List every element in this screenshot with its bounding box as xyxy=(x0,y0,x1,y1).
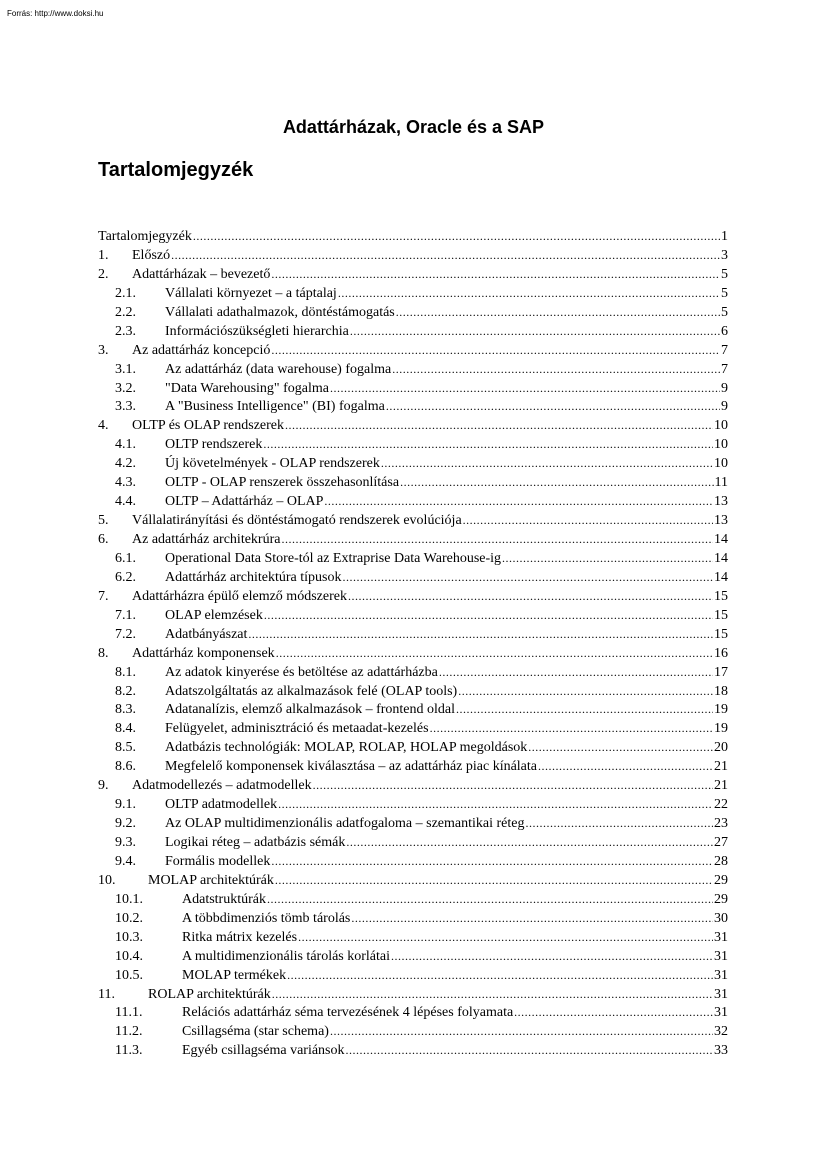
toc-dot-leader xyxy=(391,947,713,966)
toc-entry-number: 7.2. xyxy=(115,626,136,642)
toc-entry-number: 8.4. xyxy=(115,721,136,737)
toc-entry[interactable] xyxy=(98,682,728,701)
toc-entry[interactable] xyxy=(98,284,728,303)
toc-entry-number: 3.1. xyxy=(115,361,136,377)
toc-entry-number: 8.1. xyxy=(115,664,136,680)
toc-entry[interactable] xyxy=(98,227,728,246)
toc-dot-leader xyxy=(281,530,713,549)
toc-entry-page: 28 xyxy=(714,853,728,869)
toc-dot-leader xyxy=(351,909,713,928)
toc-dot-leader xyxy=(276,644,713,663)
toc-entry-number: 2. xyxy=(98,266,109,282)
toc-entry[interactable] xyxy=(98,435,728,454)
toc-entry-label: OLTP és OLAP rendszerek xyxy=(132,418,285,434)
toc-entry-number: 10. xyxy=(98,872,116,888)
toc-entry[interactable] xyxy=(98,416,728,435)
toc-entry[interactable] xyxy=(98,492,728,511)
toc-entry-page: 19 xyxy=(714,702,728,718)
toc-entry-page: 13 xyxy=(714,494,728,510)
toc-entry-number: 4. xyxy=(98,418,109,434)
toc-entry-label: Megfelelő komponensek kiválasztása – az adattárház piac kínálata xyxy=(165,759,537,775)
toc-entry-label: Adatbázis technológiák: MOLAP, ROLAP, HOLAP megoldások xyxy=(165,740,528,756)
toc-entry-number: 7.1. xyxy=(115,607,136,623)
toc-dot-leader xyxy=(502,549,713,568)
toc-entry[interactable] xyxy=(98,379,728,398)
toc-dot-leader xyxy=(456,700,713,719)
toc-dot-leader xyxy=(330,1022,713,1041)
toc-entry[interactable] xyxy=(98,1022,728,1041)
toc-entry[interactable] xyxy=(98,322,728,341)
toc-entry-page: 27 xyxy=(714,835,728,850)
toc-entry-page: 16 xyxy=(714,645,728,661)
toc-dot-leader xyxy=(285,416,713,435)
toc-entry-page: 18 xyxy=(714,683,728,699)
toc-entry[interactable] xyxy=(98,890,728,909)
toc-entry[interactable] xyxy=(98,473,728,492)
toc-entry-number: 3.3. xyxy=(115,399,136,415)
toc-entry-number: 10.1. xyxy=(115,891,143,907)
toc-entry-label: MOLAP architektúrák xyxy=(148,872,274,888)
toc-entry-page: 11 xyxy=(714,475,728,491)
toc-dot-leader xyxy=(271,852,713,871)
toc-dot-leader xyxy=(386,397,720,416)
toc-entry-label: OLTP rendszerek xyxy=(165,437,263,453)
toc-entry-label: Információszükségleti hierarchia xyxy=(165,323,349,339)
toc-dot-leader xyxy=(400,473,713,492)
toc-entry-page: 10 xyxy=(714,418,728,434)
toc-entry-label: Az adatok kinyerése és betöltése az adattárházba xyxy=(165,664,438,680)
toc-entry-page: 5 xyxy=(721,266,728,282)
toc-entry-number: 5. xyxy=(98,513,109,529)
toc-entry-number: 4.2. xyxy=(115,456,136,472)
toc-entry-label: ROLAP architektúrák xyxy=(148,986,271,1002)
toc-entry-page: 14 xyxy=(714,569,728,585)
toc-entry-label: Adatstruktúrák xyxy=(182,891,266,907)
toc-entry-label: Logikai réteg – adatbázis sémák xyxy=(165,835,346,850)
toc-entry-page: 32 xyxy=(714,1024,728,1040)
toc-entry-label: A "Business Intelligence" (BI) fogalma xyxy=(165,399,385,415)
toc-entry-label: Tartalomjegyzék xyxy=(98,229,192,244)
toc-dot-leader xyxy=(458,682,713,701)
toc-entry[interactable] xyxy=(98,852,728,871)
toc-dot-leader xyxy=(313,776,713,795)
toc-entry-number: 3. xyxy=(98,342,109,358)
toc-entry-label: Adattárház komponensek xyxy=(132,645,275,661)
toc-entry-number: 8.3. xyxy=(115,702,136,718)
toc-dot-leader xyxy=(248,625,713,644)
toc-entry-label: A többdimenziós tömb tárolás xyxy=(182,910,351,926)
toc-entry-label: Vállalati adathalmazok, döntéstámogatás xyxy=(165,304,395,320)
toc-entry-page: 10 xyxy=(714,456,728,472)
toc-entry-page: 10 xyxy=(714,437,728,453)
toc-entry-label: Ritka mátrix kezelés xyxy=(182,929,298,945)
toc-entry-label: Adatanalízis, elemző alkalmazások – frontend oldal xyxy=(165,702,456,718)
toc-entry-number: 2.1. xyxy=(115,285,136,301)
toc-entry-page: 31 xyxy=(714,967,728,983)
toc-entry-number: 9.3. xyxy=(115,835,136,850)
toc-entry-number: 8. xyxy=(98,645,109,661)
toc-entry-page: 6 xyxy=(721,323,728,339)
toc-entry[interactable] xyxy=(98,625,728,644)
toc-entry-number: 7. xyxy=(98,588,109,604)
toc-entry-page: 23 xyxy=(714,816,728,832)
toc-entry-number: 6.2. xyxy=(115,569,136,585)
toc-entry-number: 8.6. xyxy=(115,759,136,775)
toc-dot-leader xyxy=(346,833,713,852)
toc-entry-page: 29 xyxy=(714,872,728,888)
toc-entry-page: 21 xyxy=(714,759,728,775)
toc-entry-number: 10.4. xyxy=(115,948,143,964)
toc-dot-leader xyxy=(463,511,713,530)
toc-entry-page: 7 xyxy=(721,361,728,377)
toc-entry-number: 6. xyxy=(98,532,109,547)
toc-entry-page: 29 xyxy=(714,891,728,907)
toc-entry[interactable] xyxy=(98,757,728,776)
toc-dot-leader xyxy=(271,265,720,284)
toc-dot-leader xyxy=(350,322,720,341)
toc-dot-leader xyxy=(324,492,713,511)
toc-entry-number: 9.1. xyxy=(115,797,136,813)
toc-entry-label: Előszó xyxy=(132,247,171,263)
toc-entry-label: Vállalatirányítási és döntéstámogató rendszerek evolúciója xyxy=(132,513,462,529)
toc-entry[interactable] xyxy=(98,871,728,890)
toc-dot-leader xyxy=(330,379,720,398)
toc-entry-page: 7 xyxy=(721,342,728,358)
toc-entry-label: Operational Data Store-tól az Extraprise Data Warehouse-ig xyxy=(165,550,502,566)
toc-entry[interactable] xyxy=(98,360,728,379)
toc-entry-label: Adatmodellezés – adatmodellek xyxy=(132,778,312,794)
toc-entry[interactable] xyxy=(98,454,728,473)
toc-entry-page: 9 xyxy=(721,380,728,396)
toc-entry-page: 15 xyxy=(714,626,728,642)
toc-dot-leader xyxy=(342,568,713,587)
toc-entry-label: Relációs adattárház séma tervezésének 4 lépéses folyamata xyxy=(182,1005,514,1021)
toc-entry-label: Az adattárház (data warehouse) fogalma xyxy=(165,361,392,377)
toc-dot-leader xyxy=(392,360,720,379)
toc-dot-leader xyxy=(275,871,713,890)
toc-entry-label: "Data Warehousing" fogalma xyxy=(165,380,329,396)
toc-entry-number: 6.1. xyxy=(115,550,136,566)
table-of-contents xyxy=(98,227,728,1060)
toc-heading: Tartalomjegyzék xyxy=(98,159,254,181)
toc-entry-page: 14 xyxy=(714,550,728,566)
toc-entry-page: 3 xyxy=(721,247,728,263)
toc-entry-page: 21 xyxy=(714,778,728,794)
toc-entry[interactable] xyxy=(98,1003,728,1022)
toc-entry-label: Adattárházak – bevezető xyxy=(132,266,271,282)
toc-entry[interactable] xyxy=(98,511,728,530)
toc-entry-page: 17 xyxy=(714,664,728,680)
toc-entry-number: 10.5. xyxy=(115,967,143,983)
toc-dot-leader xyxy=(287,966,713,985)
toc-entry-number: 11. xyxy=(98,986,115,1002)
toc-entry-page: 15 xyxy=(714,607,728,623)
toc-entry-number: 3.2. xyxy=(115,380,136,396)
toc-dot-leader xyxy=(264,606,713,625)
toc-entry-number: 10.2. xyxy=(115,910,143,926)
toc-dot-leader xyxy=(430,719,713,738)
toc-entry-number: 10.3. xyxy=(115,929,143,945)
toc-dot-leader xyxy=(271,341,720,360)
toc-entry[interactable] xyxy=(98,928,728,947)
toc-entry-page: 14 xyxy=(714,532,728,547)
toc-entry-number: 1. xyxy=(98,247,109,263)
toc-entry-label: A multidimenzionális tárolás korlátai xyxy=(182,948,391,964)
source-note: Forrás: http://www.doksi.hu xyxy=(7,9,104,18)
toc-dot-leader xyxy=(396,303,720,322)
toc-entry-page: 19 xyxy=(714,721,728,737)
toc-entry[interactable] xyxy=(98,795,728,814)
toc-dot-leader xyxy=(298,928,713,947)
toc-entry-number: 9. xyxy=(98,778,109,794)
document-title: Adattárházak, Oracle és a SAP xyxy=(282,117,545,137)
toc-entry[interactable] xyxy=(98,246,728,265)
toc-dot-leader xyxy=(338,284,720,303)
toc-entry[interactable] xyxy=(98,985,728,1004)
toc-entry-page: 13 xyxy=(714,513,728,529)
toc-entry-label: Adattárházra épülő elemző módszerek xyxy=(132,588,347,604)
toc-entry-page: 20 xyxy=(714,740,728,756)
toc-entry-label: OLTP - OLAP renszerek összehasonlítása xyxy=(165,475,400,491)
toc-entry-label: Az adattárház koncepció xyxy=(132,342,271,358)
toc-dot-leader xyxy=(538,757,713,776)
toc-entry-number: 11.1. xyxy=(115,1005,143,1021)
toc-dot-leader xyxy=(278,795,713,814)
toc-entry-number: 11.2. xyxy=(115,1024,143,1040)
toc-entry-page: 31 xyxy=(714,1005,728,1021)
toc-entry-number: 4.3. xyxy=(115,475,136,491)
toc-entry-number: 8.2. xyxy=(115,683,136,699)
toc-entry-page: 22 xyxy=(714,797,728,813)
toc-entry[interactable] xyxy=(98,644,728,663)
toc-entry-page: 33 xyxy=(714,1043,728,1059)
toc-dot-leader xyxy=(526,814,714,833)
toc-dot-leader xyxy=(193,227,720,246)
toc-entry[interactable] xyxy=(98,587,728,606)
toc-entry-page: 31 xyxy=(714,929,728,945)
toc-entry-number: 8.5. xyxy=(115,740,136,756)
toc-entry-label: Az adattárház architekrúra xyxy=(132,532,281,547)
toc-entry-label: OLTP adatmodellek xyxy=(165,797,278,813)
toc-entry[interactable] xyxy=(98,530,728,549)
toc-entry-page: 31 xyxy=(714,986,728,1002)
toc-dot-leader xyxy=(348,587,713,606)
toc-entry[interactable] xyxy=(98,700,728,719)
toc-dot-leader xyxy=(346,1041,713,1060)
toc-entry-label: Felügyelet, adminisztráció és metaadat-kezelés xyxy=(165,721,429,737)
toc-entry[interactable] xyxy=(98,833,728,852)
toc-dot-leader xyxy=(263,435,713,454)
toc-entry-number: 9.4. xyxy=(115,853,136,869)
toc-entry[interactable] xyxy=(98,1041,728,1060)
toc-entry[interactable] xyxy=(98,606,728,625)
toc-entry[interactable] xyxy=(98,909,728,928)
toc-entry[interactable] xyxy=(98,776,728,795)
toc-dot-leader xyxy=(439,663,713,682)
toc-entry[interactable] xyxy=(98,966,728,985)
toc-entry-page: 9 xyxy=(721,399,728,415)
toc-entry-number: 2.2. xyxy=(115,304,136,320)
toc-entry-label: Az OLAP multidimenzionális adatfogaloma – szemantikai réteg xyxy=(165,816,525,832)
toc-dot-leader xyxy=(171,246,720,265)
toc-dot-leader xyxy=(514,1003,713,1022)
toc-entry-label: OLAP elemzések xyxy=(165,607,263,623)
toc-dot-leader xyxy=(528,738,713,757)
toc-dot-leader xyxy=(267,890,713,909)
toc-entry-number: 4.4. xyxy=(115,494,136,510)
toc-entry-page: 5 xyxy=(721,285,728,301)
toc-entry-label: Adattárház architektúra típusok xyxy=(165,569,342,585)
toc-entry[interactable] xyxy=(98,663,728,682)
toc-entry-page: 5 xyxy=(721,304,728,320)
toc-entry-label: Adatbányászat xyxy=(165,626,248,642)
toc-entry-label: Adatszolgáltatás az alkalmazások felé (OLAP tools) xyxy=(165,683,458,699)
toc-entry-label: Új követelmények - OLAP rendszerek xyxy=(165,456,380,472)
toc-entry-page: 1 xyxy=(721,229,728,244)
toc-dot-leader xyxy=(381,454,713,473)
toc-entry[interactable] xyxy=(98,303,728,322)
toc-entry-page: 15 xyxy=(714,588,728,604)
toc-entry[interactable] xyxy=(98,549,728,568)
toc-entry-label: Csillagséma (star schema) xyxy=(182,1024,329,1040)
toc-entry-number: 2.3. xyxy=(115,323,136,339)
toc-entry-number: 4.1. xyxy=(115,437,136,453)
toc-entry[interactable] xyxy=(98,947,728,966)
toc-entry-page: 30 xyxy=(714,910,728,926)
toc-entry-label: OLTP – Adattárház – OLAP xyxy=(165,494,324,510)
toc-entry-label: Vállalati környezet – a táptalaj xyxy=(165,285,337,301)
toc-entry-label: Formális modellek xyxy=(165,853,271,869)
toc-entry-number: 11.3. xyxy=(115,1043,143,1059)
toc-entry[interactable] xyxy=(98,341,728,360)
toc-entry[interactable] xyxy=(98,265,728,284)
toc-entry[interactable] xyxy=(98,568,728,587)
toc-entry-number: 9.2. xyxy=(115,816,136,832)
toc-entry[interactable] xyxy=(98,719,728,738)
toc-entry[interactable] xyxy=(98,814,728,833)
toc-entry[interactable] xyxy=(98,397,728,416)
toc-dot-leader xyxy=(272,985,713,1004)
toc-entry-label: Egyéb csillagséma variánsok xyxy=(182,1043,345,1059)
toc-entry[interactable] xyxy=(98,738,728,757)
toc-entry-label: MOLAP termékek xyxy=(182,967,287,983)
toc-entry-page: 31 xyxy=(714,948,728,964)
